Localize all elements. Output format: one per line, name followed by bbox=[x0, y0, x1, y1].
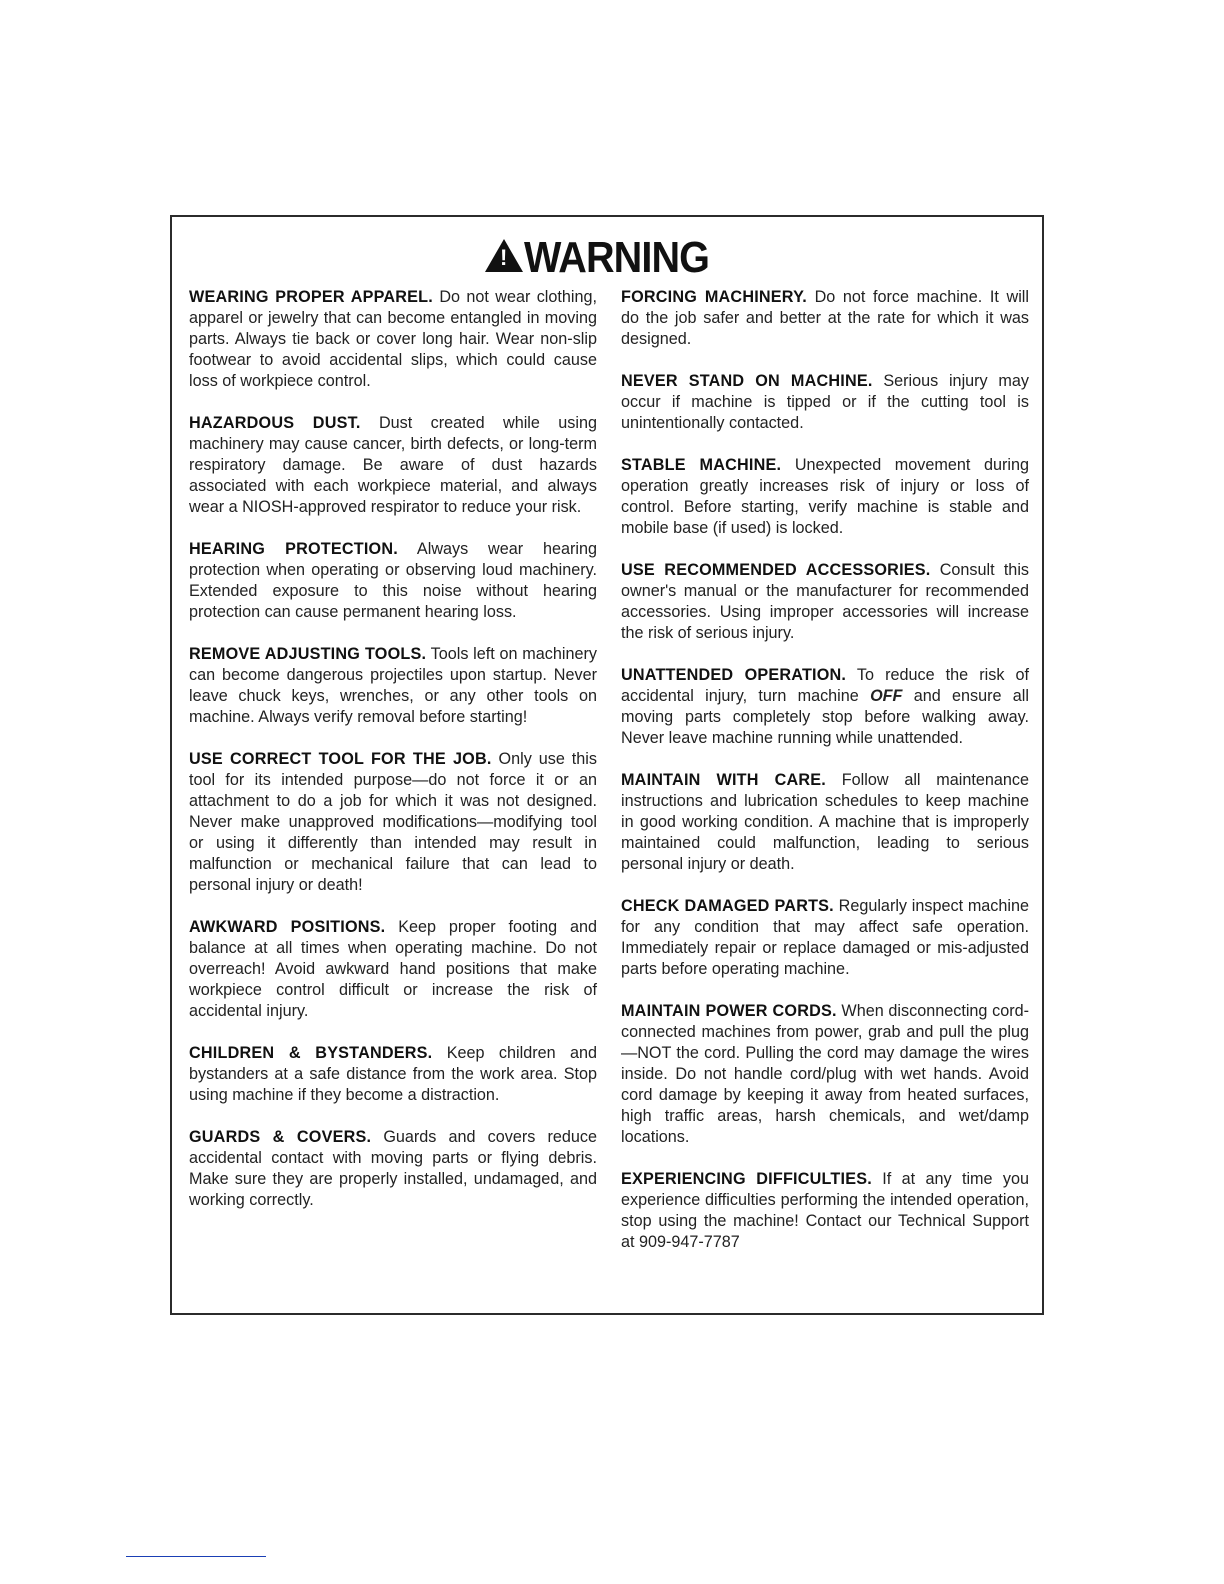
rule-stable-machine: STABLE MACHINE. Unexpected movement during operation greatly increases risk of injury or loss of control. Before starting, verify machine is stable and mobile base (if used) is locked. bbox=[621, 456, 1029, 537]
warning-title-text: WARNING bbox=[523, 233, 709, 282]
rule-guards-covers: GUARDS & COVERS. Guards and covers reduce accidental contact with moving parts or flying debris. Make sure they are properly installed, undamaged, and working correctly. bbox=[189, 1128, 597, 1209]
rule-hearing-protection: HEARING PROTECTION. Always wear hearing protection when operating or observing loud machinery. Extended exposure to this noise without hearing protection can cause permanent hearing loss. bbox=[189, 540, 598, 621]
rule-unattended-operation: UNATTENDED OPERATION. To reduce the risk of accidental injury, turn machine OFF and ensure all moving parts completely stop before walking away. Never leave machine running while unattended. bbox=[621, 666, 1029, 747]
rule-remove-adjusting-tools: REMOVE ADJUSTING TOOLS. Tools left on machinery can become dangerous projectiles upon startup. Never leave chuck keys, wrenches, or any other tools on machine. Always verify removal before starting! bbox=[189, 645, 597, 726]
rule-never-stand-on-machine: NEVER STAND ON MACHINE. Serious injury may occur if machine is tipped or if the cutting tool is unintentionally contacted. bbox=[621, 372, 1029, 432]
rule-maintain-power-cords: MAINTAIN POWER CORDS. When disconnecting cord-connected machines from power, grab and pull the plug—NOT the cord. Pulling the cord may damage the wires inside. Do not handle cord/plug with wet hands. Avoid cord damage by keeping it away from heated surfaces, high traffic areas, harsh chemicals, and wet/damp locations. bbox=[621, 1002, 1030, 1146]
warning-title bbox=[172, 233, 1042, 283]
off-emphasis: OFF bbox=[870, 687, 903, 705]
rule-forcing-machinery: FORCING MACHINERY. Do not force machine. It will do the job safer and better at the rate for which it was designed. bbox=[621, 288, 1030, 348]
left-column bbox=[189, 287, 597, 1232]
warning-triangle-icon: ! bbox=[485, 239, 523, 272]
right-column bbox=[621, 287, 1029, 1274]
rule-use-recommended-accessories: USE RECOMMENDED ACCESSORIES. Consult this owner's manual or the manufacturer for recommended accessories. Using improper accessories will increase the risk of serious injury. bbox=[621, 561, 1030, 642]
rule-awkward-positions: AWKWARD POSITIONS. Keep proper footing and balance at all times when operating machine. Do not overreach! Avoid awkward hand positions that make workpiece control difficult or increase the risk of accidental injury. bbox=[189, 918, 597, 1020]
rule-use-correct-tool: USE CORRECT TOOL FOR THE JOB. Only use this tool for its intended purpose—do not force it or an attachment to do a job for which it was not designed. Never make unapproved modifications—modifying tool or using it differently than intended may result in malfunction or mechanical failure that can lead to personal injury or death! bbox=[189, 750, 597, 894]
warning-box bbox=[170, 215, 1044, 1315]
rule-experiencing-difficulties: EXPERIENCING DIFFICULTIES. If at any time you experience difficulties performing the intended operation, stop using the machine! Contact our Technical Support at 909-947-7787 bbox=[621, 1170, 1030, 1251]
rule-check-damaged-parts: CHECK DAMAGED PARTS. Regularly inspect machine for any condition that may affect safe operation. Immediately repair or replace damaged or mis-adjusted parts before operating machine. bbox=[621, 897, 1030, 978]
rule-hazardous-dust: HAZARDOUS DUST. Dust created while using machinery may cause cancer, birth defects, or long-term respiratory damage. Be aware of dust hazards associated with each workpiece material, and always wear a NIOSH-approved respirator to reduce your risk. bbox=[189, 414, 597, 516]
rule-children-bystanders: CHILDREN & BYSTANDERS. Keep children and bystanders at a safe distance from the work area. Stop using machine if they become a distraction. bbox=[189, 1044, 597, 1104]
rule-maintain-with-care: MAINTAIN WITH CARE. Follow all maintenance instructions and lubrication schedules to keep machine in good working condition. A machine that is improperly maintained could malfunction, leading to serious personal injury or death. bbox=[621, 771, 1029, 873]
footnote-rule bbox=[126, 1556, 266, 1557]
rule-wearing-proper-apparel: WEARING PROPER APPAREL. Do not wear clothing, apparel or jewelry that can become entangled in moving parts. Always tie back or cover long hair. Wear non-slip footwear to avoid accidental slips, which could cause loss of workpiece control. bbox=[189, 288, 598, 390]
